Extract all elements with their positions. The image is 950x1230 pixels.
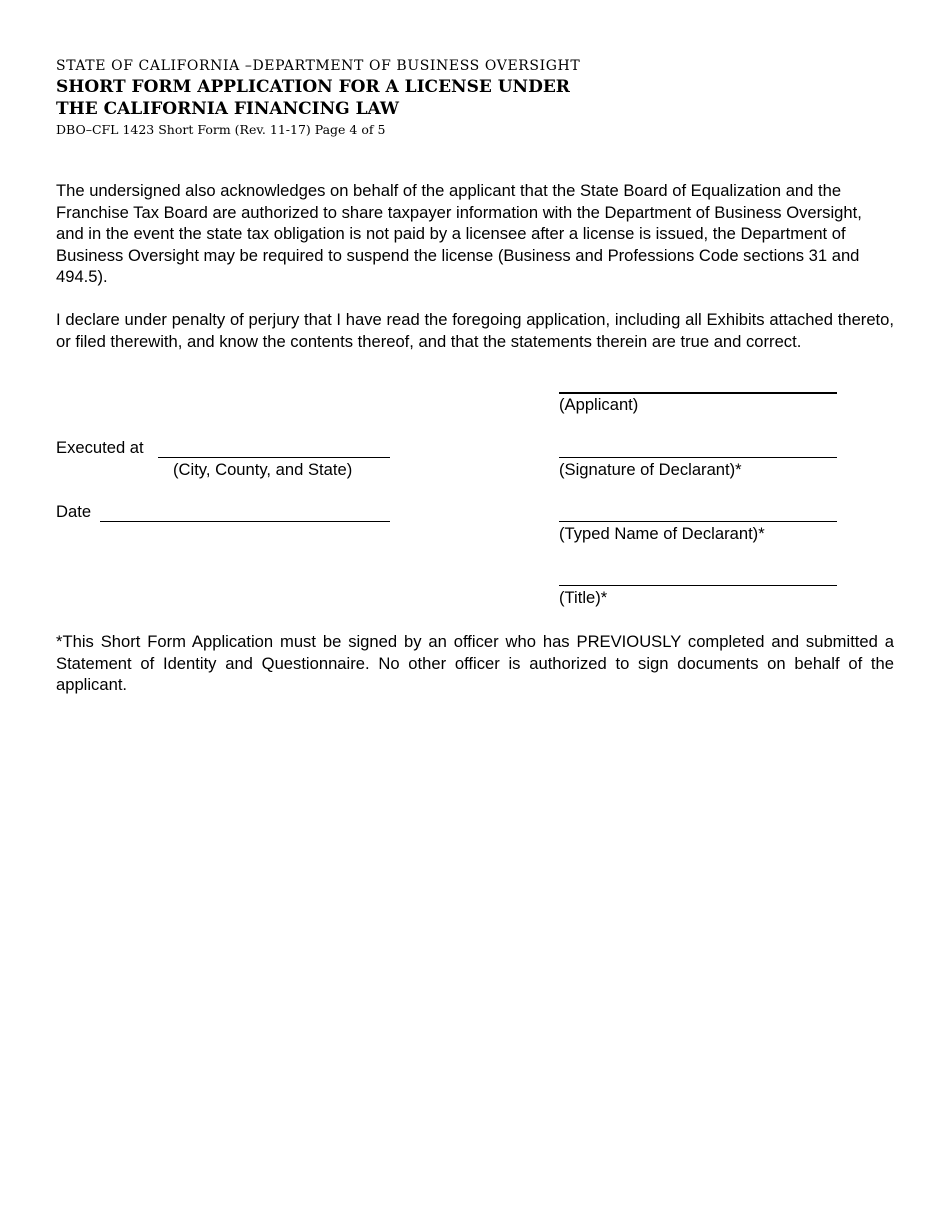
applicant-line[interactable] [559,392,837,394]
executed-at-label: Executed at [56,438,144,457]
typed-name-caption: (Typed Name of Declarant)* [559,524,765,543]
footnote-paragraph: *This Short Form Application must be signed by an officer who has PREVIOUSLY completed and submitted a Statement of Identity and Questionnaire. No other officer is authorized to sign documents on behalf of the applicant. [56,632,894,694]
form-identifier: DBO–CFL 1423 Short Form (Rev. 11-17) Page 4 of 5 [56,122,386,137]
form-title-line-2: THE CALIFORNIA FINANCING LAW [56,99,399,119]
date-label: Date [56,502,92,521]
title-field[interactable] [559,585,837,586]
agency-name: STATE OF CALIFORNIA –DEPARTMENT OF BUSINESS OVERSIGHT [56,58,581,74]
signature-field[interactable] [559,457,837,458]
document-header [56,56,580,140]
signature-caption: (Signature of Declarant)* [559,460,742,479]
executed-at-field[interactable] [158,457,390,458]
date-field[interactable] [100,521,390,522]
declaration-paragraph: I declare under penalty of perjury that I have read the foregoing application, including all Exhibits attached thereto, or filed therewith, and know the contents thereof, and that the statements therein are true and correct. [56,310,894,351]
applicant-caption: (Applicant) [559,395,639,414]
typed-name-field[interactable] [559,521,837,522]
executed-at-caption: (City, County, and State) [173,460,353,479]
acknowledgement-paragraph: The undersigned also acknowledges on behalf of the applicant that the State Board of Equalization and the Franchise Tax Board are authorized to share taxpayer information with the Department of Business Oversight, and in the event the state tax obligation is not paid by a licensee after a license is issued, the Department of Business Oversight may be required to suspend the license (Business and Professions Code sections 31 and 494.5). [56,181,862,286]
form-title-line-1: SHORT FORM APPLICATION FOR A LICENSE UNDER [56,77,570,97]
title-caption: (Title)* [559,588,608,607]
